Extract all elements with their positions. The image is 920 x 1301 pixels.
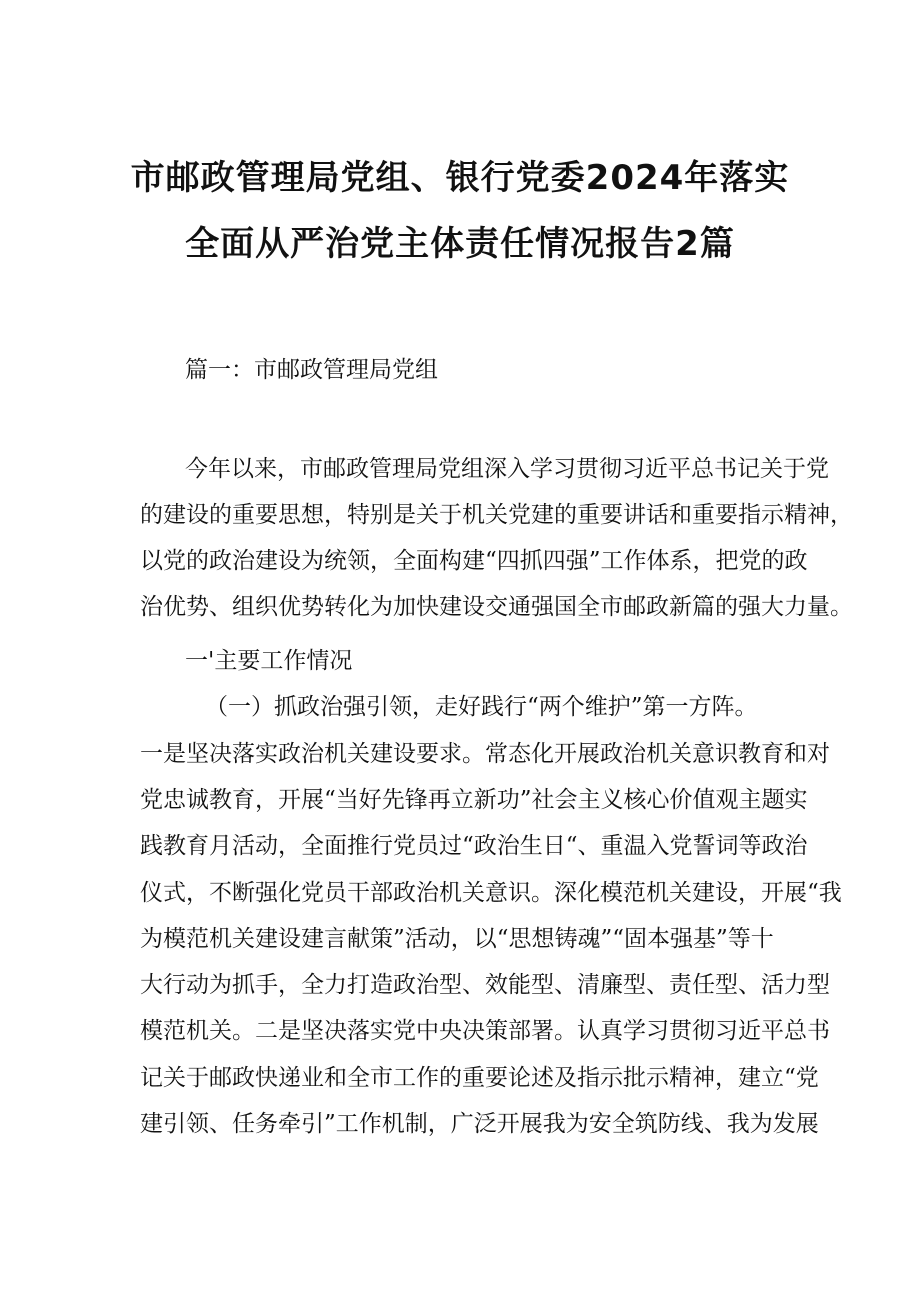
paragraph-line: 记关于邮政快递业和全市工作的重要论述及指示批示精神，建立“党: [140, 1065, 819, 1091]
section-label: 篇一：市邮政管理局党组: [185, 357, 438, 383]
paragraph-line: 治优势、组织优势转化为加快建设交通强国全市邮政新篇的强大力量。: [140, 594, 853, 620]
paragraph-line: 以党的政治建设为统领，全面构建“四抓四强”工作体系，把党的政: [140, 548, 808, 574]
section-heading: 一'主要工作情况: [185, 648, 353, 674]
paragraph-line: 一是坚决落实政治机关建设要求。常态化开展政治机关意识教育和对: [140, 741, 830, 767]
paragraph-line: 仪式，不断强化党员干部政治机关意识。深化模范机关建设，开展“我: [140, 880, 842, 906]
paragraph-line: 践教育月活动，全面推行党员过“政治生日“、重温入党誓词等政治: [140, 833, 808, 859]
subsection-heading: （一）抓政治强引领，走好践行“两个维护”第一方阵。: [205, 694, 758, 720]
paragraph-line: 模范机关。二是坚决落实党中央决策部署。认真学习贯彻习近平总书: [140, 1018, 830, 1044]
document-title-line-1: 市邮政管理局党组、银行党委2024年落实: [130, 158, 790, 198]
paragraph-line: 的建设的重要思想，特别是关于机关党建的重要讲话和重要指示精神，: [140, 502, 853, 528]
document-title-line-2: 全面从严治党主体责任情况报告2篇: [185, 224, 735, 264]
paragraph-line: 大行动为抓手，全力打造政治型、效能型、清廉型、责任型、活力型: [140, 972, 830, 998]
paragraph-line: 党忠诚教育，开展“当好先锋再立新功”社会主义核心价值观主题实: [140, 787, 808, 813]
paragraph-line: 今年以来，市邮政管理局党组深入学习贯彻习近平总书记关于党: [185, 456, 829, 482]
paragraph-line: 建引领、任务牵引”工作机制，广泛开展我为安全筑防线、我为发展: [140, 1111, 819, 1137]
paragraph-line: 为模范机关建设建言献策”活动，以“思想铸魂”“固本强基”等十: [140, 926, 774, 952]
